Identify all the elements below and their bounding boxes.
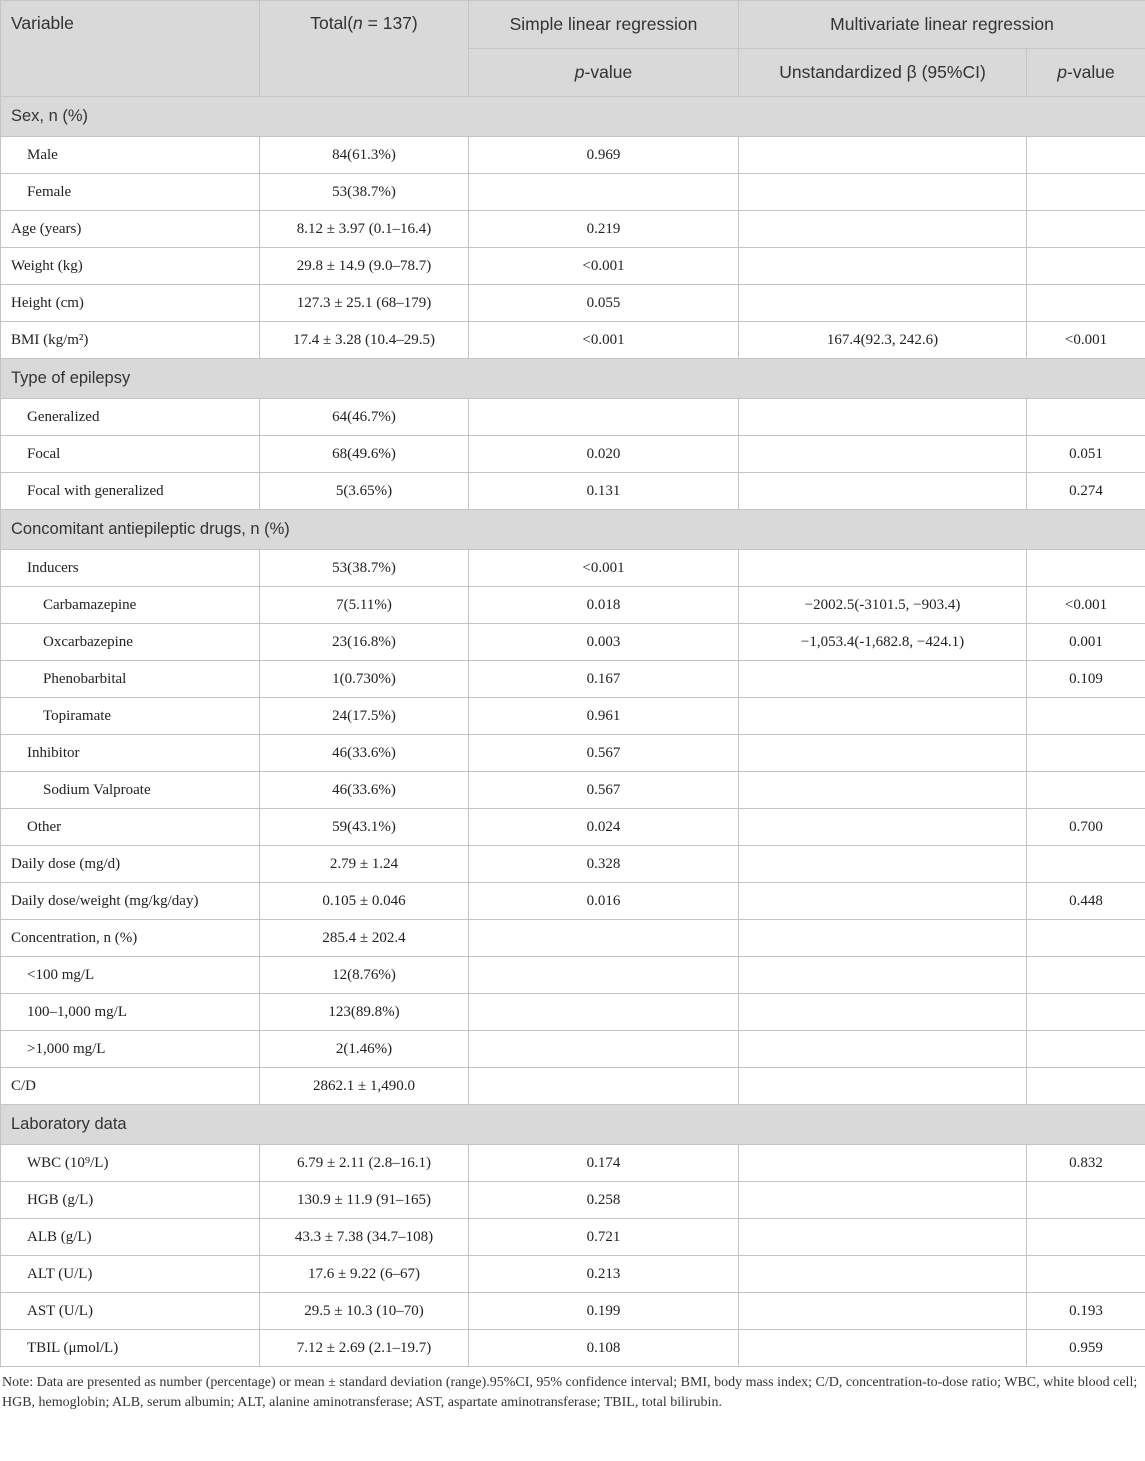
multi-p-cell: [1027, 920, 1145, 957]
section-label: Type of epilepsy: [1, 359, 1145, 399]
row-label: Topiramate: [1, 698, 260, 735]
row-label: AST (U/L): [1, 1293, 260, 1330]
beta-cell: [739, 661, 1027, 698]
simple-p-cell: [469, 957, 739, 994]
beta-cell: [739, 735, 1027, 772]
row-label: C/D: [1, 1068, 260, 1105]
simple-p-cell: 0.258: [469, 1182, 739, 1219]
multi-p-cell: [1027, 735, 1145, 772]
row-label: Concentration, n (%): [1, 920, 260, 957]
header-total-n: n: [353, 13, 363, 33]
multi-p-cell: [1027, 211, 1145, 248]
table-row: [1, 1182, 1145, 1219]
multi-p-cell: <0.001: [1027, 322, 1145, 359]
simple-p-cell: [469, 1068, 739, 1105]
beta-cell: [739, 550, 1027, 587]
row-label: HGB (g/L): [1, 1182, 260, 1219]
total-cell: 7(5.11%): [260, 587, 469, 624]
total-cell: 12(8.76%): [260, 957, 469, 994]
table-row: [1, 1330, 1145, 1367]
multi-p-cell: 0.274: [1027, 473, 1145, 510]
table-row: [1, 1293, 1145, 1330]
simple-p-cell: 0.174: [469, 1145, 739, 1182]
multi-p-cell: 0.832: [1027, 1145, 1145, 1182]
header-multivariate-regression: Multivariate linear regression: [739, 1, 1145, 49]
multi-p-cell: [1027, 957, 1145, 994]
total-cell: 46(33.6%): [260, 735, 469, 772]
row-label: ALB (g/L): [1, 1219, 260, 1256]
total-cell: 2862.1 ± 1,490.0: [260, 1068, 469, 1105]
multi-p-cell: [1027, 550, 1145, 587]
table-row: [1, 957, 1145, 994]
table-header: [1, 1, 1145, 97]
multi-p-cell: [1027, 285, 1145, 322]
table-row: [1, 248, 1145, 285]
simple-p-cell: 0.213: [469, 1256, 739, 1293]
simple-p-cell: 0.721: [469, 1219, 739, 1256]
total-cell: 0.105 ± 0.046: [260, 883, 469, 920]
table-row: [1, 1145, 1145, 1182]
row-label: Focal with generalized: [1, 473, 260, 510]
simple-p-cell: 0.024: [469, 809, 739, 846]
total-cell: 130.9 ± 11.9 (91–165): [260, 1182, 469, 1219]
row-label: Carbamazepine: [1, 587, 260, 624]
simple-p-cell: 0.018: [469, 587, 739, 624]
table-row: [1, 473, 1145, 510]
total-cell: 29.5 ± 10.3 (10–70): [260, 1293, 469, 1330]
section-label: Laboratory data: [1, 1105, 1145, 1145]
row-label: Daily dose (mg/d): [1, 846, 260, 883]
total-cell: 2(1.46%): [260, 1031, 469, 1068]
row-label: Daily dose/weight (mg/kg/day): [1, 883, 260, 920]
header-total-prefix: Total(: [310, 13, 354, 33]
header-multi-p-value: [1027, 49, 1145, 97]
multi-p-cell: [1027, 137, 1145, 174]
beta-cell: [739, 1330, 1027, 1367]
table-row: [1, 1256, 1145, 1293]
multi-p-cell: [1027, 1219, 1145, 1256]
beta-cell: [739, 1293, 1027, 1330]
multi-p-cell: [1027, 994, 1145, 1031]
simple-p-cell: 0.567: [469, 772, 739, 809]
total-cell: 1(0.730%): [260, 661, 469, 698]
total-cell: 17.6 ± 9.22 (6–67): [260, 1256, 469, 1293]
beta-cell: [739, 399, 1027, 436]
table-row: [1, 587, 1145, 624]
beta-cell: [739, 436, 1027, 473]
simple-p-cell: 0.020: [469, 436, 739, 473]
table-row: [1, 1068, 1145, 1105]
p-italic: p: [574, 62, 585, 82]
simple-p-cell: 0.328: [469, 846, 739, 883]
total-cell: 53(38.7%): [260, 174, 469, 211]
header-simple-p-value: [469, 49, 739, 97]
table-row: [1, 809, 1145, 846]
table-row: [1, 285, 1145, 322]
table-row: [1, 624, 1145, 661]
beta-cell: [739, 174, 1027, 211]
multi-p-cell: <0.001: [1027, 587, 1145, 624]
table-row: [1, 550, 1145, 587]
table-row: [1, 399, 1145, 436]
simple-p-cell: 0.016: [469, 883, 739, 920]
row-label: Age (years): [1, 211, 260, 248]
p-italic: p: [1057, 62, 1068, 82]
beta-cell: [739, 957, 1027, 994]
row-label: Other: [1, 809, 260, 846]
total-cell: 17.4 ± 3.28 (10.4–29.5): [260, 322, 469, 359]
p-suffix: -value: [1067, 62, 1115, 82]
row-label: Sodium Valproate: [1, 772, 260, 809]
p-suffix: -value: [584, 62, 633, 82]
total-cell: 43.3 ± 7.38 (34.7–108): [260, 1219, 469, 1256]
beta-cell: [739, 211, 1027, 248]
multi-p-cell: [1027, 174, 1145, 211]
simple-p-cell: 0.199: [469, 1293, 739, 1330]
multi-p-cell: 0.001: [1027, 624, 1145, 661]
total-cell: 68(49.6%): [260, 436, 469, 473]
table-row: [1, 920, 1145, 957]
header-simple-regression: Simple linear regression: [469, 1, 739, 49]
total-cell: 59(43.1%): [260, 809, 469, 846]
header-beta: Unstandardized β (95%CI): [739, 49, 1027, 97]
simple-p-cell: 0.108: [469, 1330, 739, 1367]
row-label: Inhibitor: [1, 735, 260, 772]
row-label: Inducers: [1, 550, 260, 587]
beta-cell: [739, 285, 1027, 322]
row-label: ALT (U/L): [1, 1256, 260, 1293]
multi-p-cell: [1027, 1182, 1145, 1219]
beta-cell: [739, 772, 1027, 809]
header-total: [260, 1, 469, 97]
multi-p-cell: [1027, 846, 1145, 883]
beta-cell: [739, 1145, 1027, 1182]
multi-p-cell: 0.700: [1027, 809, 1145, 846]
multi-p-cell: [1027, 698, 1145, 735]
header-total-suffix: = 137): [362, 13, 418, 33]
section-row: [1, 510, 1145, 550]
beta-cell: [739, 994, 1027, 1031]
table-body: [1, 97, 1145, 1367]
simple-p-cell: 0.219: [469, 211, 739, 248]
beta-cell: −2002.5(-3101.5, −903.4): [739, 587, 1027, 624]
total-cell: 84(61.3%): [260, 137, 469, 174]
beta-cell: [739, 698, 1027, 735]
multi-p-cell: [1027, 1031, 1145, 1068]
multi-p-cell: [1027, 772, 1145, 809]
simple-p-cell: 0.003: [469, 624, 739, 661]
beta-cell: [739, 920, 1027, 957]
beta-cell: [739, 1182, 1027, 1219]
simple-p-cell: 0.167: [469, 661, 739, 698]
section-row: [1, 97, 1145, 137]
row-label: Female: [1, 174, 260, 211]
header-variable: Variable: [1, 1, 260, 97]
total-cell: 53(38.7%): [260, 550, 469, 587]
multi-p-cell: [1027, 1068, 1145, 1105]
total-cell: 24(17.5%): [260, 698, 469, 735]
total-cell: 6.79 ± 2.11 (2.8–16.1): [260, 1145, 469, 1182]
beta-cell: −1,053.4(-1,682.8, −424.1): [739, 624, 1027, 661]
table-row: [1, 772, 1145, 809]
row-label: Focal: [1, 436, 260, 473]
simple-p-cell: <0.001: [469, 248, 739, 285]
total-cell: 285.4 ± 202.4: [260, 920, 469, 957]
beta-cell: [739, 809, 1027, 846]
beta-cell: 167.4(92.3, 242.6): [739, 322, 1027, 359]
row-label: Male: [1, 137, 260, 174]
row-label: 100–1,000 mg/L: [1, 994, 260, 1031]
simple-p-cell: <0.001: [469, 322, 739, 359]
section-label: Concomitant antiepileptic drugs, n (%): [1, 510, 1145, 550]
row-label: WBC (10⁹/L): [1, 1145, 260, 1182]
table-row: [1, 1031, 1145, 1068]
simple-p-cell: 0.961: [469, 698, 739, 735]
row-label: Generalized: [1, 399, 260, 436]
table-row: [1, 174, 1145, 211]
beta-cell: [739, 1256, 1027, 1293]
table-row: [1, 322, 1145, 359]
row-label: Weight (kg): [1, 248, 260, 285]
beta-cell: [739, 846, 1027, 883]
total-cell: 23(16.8%): [260, 624, 469, 661]
row-label: >1,000 mg/L: [1, 1031, 260, 1068]
total-cell: 123(89.8%): [260, 994, 469, 1031]
total-cell: 7.12 ± 2.69 (2.1–19.7): [260, 1330, 469, 1367]
simple-p-cell: [469, 399, 739, 436]
beta-cell: [739, 137, 1027, 174]
table-row: [1, 883, 1145, 920]
multi-p-cell: [1027, 1256, 1145, 1293]
table-note: Note: Data are presented as number (percentage) or mean ± standard deviation (range).95%CI, 95% confidence interval; BMI, body mass index; C/D, concentration-to-dose ratio; WBC, white blood cell; HGB, hemoglobin; ALB, serum albumin; ALT, alanine aminotransferase; AST, aspartate aminotransferase; TBIL, total bilirubin.: [2, 1375, 1138, 1410]
section-label: Sex, n (%): [1, 97, 1145, 137]
simple-p-cell: <0.001: [469, 550, 739, 587]
total-cell: 2.79 ± 1.24: [260, 846, 469, 883]
row-label: Phenobarbital: [1, 661, 260, 698]
beta-cell: [739, 883, 1027, 920]
section-row: [1, 359, 1145, 399]
table-row: [1, 211, 1145, 248]
total-cell: 46(33.6%): [260, 772, 469, 809]
simple-p-cell: 0.567: [469, 735, 739, 772]
beta-cell: [739, 248, 1027, 285]
table-row: [1, 661, 1145, 698]
row-label: TBIL (μmol/L): [1, 1330, 260, 1367]
multi-p-cell: 0.959: [1027, 1330, 1145, 1367]
row-label: <100 mg/L: [1, 957, 260, 994]
simple-p-cell: 0.055: [469, 285, 739, 322]
simple-p-cell: [469, 994, 739, 1031]
total-cell: 127.3 ± 25.1 (68–179): [260, 285, 469, 322]
total-cell: 5(3.65%): [260, 473, 469, 510]
multi-p-cell: 0.193: [1027, 1293, 1145, 1330]
table-row: [1, 137, 1145, 174]
beta-cell: [739, 473, 1027, 510]
beta-cell: [739, 1219, 1027, 1256]
table-row: [1, 1219, 1145, 1256]
row-label: BMI (kg/m²): [1, 322, 260, 359]
beta-cell: [739, 1031, 1027, 1068]
beta-cell: [739, 1068, 1027, 1105]
total-cell: 64(46.7%): [260, 399, 469, 436]
table-row: [1, 994, 1145, 1031]
multi-p-cell: 0.051: [1027, 436, 1145, 473]
table-row: [1, 846, 1145, 883]
table-row: [1, 698, 1145, 735]
multi-p-cell: [1027, 399, 1145, 436]
row-label: Oxcarbazepine: [1, 624, 260, 661]
simple-p-cell: 0.131: [469, 473, 739, 510]
multi-p-cell: 0.448: [1027, 883, 1145, 920]
table-row: [1, 436, 1145, 473]
multi-p-cell: [1027, 248, 1145, 285]
simple-p-cell: [469, 174, 739, 211]
section-row: [1, 1105, 1145, 1145]
total-cell: 29.8 ± 14.9 (9.0–78.7): [260, 248, 469, 285]
multi-p-cell: 0.109: [1027, 661, 1145, 698]
simple-p-cell: 0.969: [469, 137, 739, 174]
simple-p-cell: [469, 1031, 739, 1068]
simple-p-cell: [469, 920, 739, 957]
total-cell: 8.12 ± 3.97 (0.1–16.4): [260, 211, 469, 248]
row-label: Height (cm): [1, 285, 260, 322]
header-row-1: [1, 1, 1145, 49]
table-row: [1, 735, 1145, 772]
